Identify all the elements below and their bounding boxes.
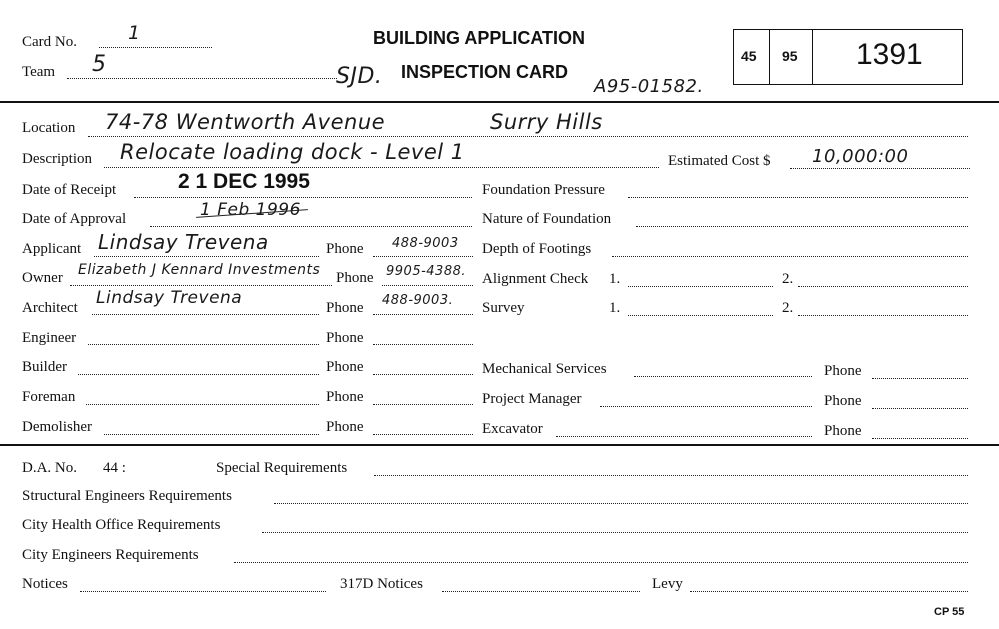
- notices-317d-label: 317D Notices: [340, 576, 423, 592]
- nature-foundation-label: Nature of Foundation: [482, 211, 612, 227]
- architect-value: Lindsay Trevena: [96, 288, 243, 308]
- date-approval-dotted-line: [150, 226, 472, 227]
- builder-phone-dotted-line: [373, 374, 473, 375]
- date-approval-label: Date of Approval: [22, 211, 127, 227]
- mechanical-phone-label: Phone: [824, 363, 862, 379]
- foreman-phone-label: Phone: [326, 389, 364, 405]
- location-value: 74-78 Wentworth Avenue: [105, 110, 386, 134]
- section-divider: [0, 444, 999, 446]
- foreman-phone-dotted-line: [373, 404, 473, 405]
- applicant-phone-value: 488-9003: [392, 236, 459, 251]
- title-inspection-card: INSPECTION CARD: [401, 62, 569, 82]
- application-reference: A95-01582.: [594, 76, 704, 97]
- team-value: 5: [92, 52, 107, 77]
- date-receipt-dotted-line: [134, 197, 472, 198]
- excavator-label: Excavator: [482, 421, 543, 437]
- levy-label: Levy: [652, 576, 683, 592]
- project-manager-dotted-line: [600, 406, 812, 407]
- card-no-label: Card No.: [22, 34, 77, 50]
- applicant-dotted-line: [94, 256, 319, 257]
- notices-label: Notices: [22, 576, 68, 592]
- special-requirements-label: Special Requirements: [216, 460, 348, 476]
- box-cell-45: 45: [741, 48, 757, 64]
- survey-2-dotted-line: [798, 315, 968, 316]
- alignment-check-2-dotted-line: [798, 286, 968, 287]
- engineer-label: Engineer: [22, 330, 77, 346]
- box-cell-95: 95: [782, 48, 798, 64]
- depth-footings-dotted-line: [612, 256, 968, 257]
- owner-value: Elizabeth J Kennard Investments: [78, 262, 321, 278]
- survey-num-2: 2.: [782, 300, 794, 316]
- structural-engineers-dotted-line: [274, 503, 968, 504]
- city-engineers-label: City Engineers Requirements: [22, 547, 199, 563]
- date-receipt-stamp: 2 1 DEC 1995: [178, 170, 310, 193]
- architect-phone-value: 488-9003.: [382, 293, 454, 308]
- architect-label: Architect: [22, 300, 78, 316]
- owner-label: Owner: [22, 270, 63, 286]
- demolisher-dotted-line: [104, 434, 319, 435]
- city-health-dotted-line: [262, 532, 968, 533]
- estimated-cost-value: 10,000:00: [812, 146, 909, 167]
- alignment-check-1-dotted-line: [628, 286, 773, 287]
- foundation-pressure-label: Foundation Pressure: [482, 182, 605, 198]
- applicant-label: Applicant: [22, 241, 82, 257]
- mechanical-services-dotted-line: [634, 376, 812, 377]
- description-value: Relocate loading dock - Level 1: [120, 140, 465, 164]
- nature-foundation-dotted-line: [636, 226, 968, 227]
- builder-phone-label: Phone: [326, 359, 364, 375]
- inspector-initials: SJD.: [336, 64, 383, 89]
- card-no-value: 1: [128, 22, 141, 44]
- foundation-pressure-dotted-line: [628, 197, 968, 198]
- project-manager-label: Project Manager: [482, 391, 582, 407]
- owner-phone-dotted-line: [382, 285, 473, 286]
- architect-phone-label: Phone: [326, 300, 364, 316]
- excavator-phone-label: Phone: [824, 423, 862, 439]
- alignment-check-label: Alignment Check: [482, 271, 589, 287]
- estimated-cost-dotted-line: [790, 168, 970, 169]
- notices-dotted-line: [80, 591, 326, 592]
- description-dotted-line: [104, 167, 659, 168]
- foreman-label: Foreman: [22, 389, 76, 405]
- owner-phone-label: Phone: [336, 270, 374, 286]
- engineer-phone-label: Phone: [326, 330, 364, 346]
- builder-dotted-line: [78, 374, 319, 375]
- special-requirements-dotted-line: [374, 475, 968, 476]
- da-no-value: 44 :: [103, 460, 126, 476]
- city-engineers-dotted-line: [234, 562, 968, 563]
- mechanical-phone-dotted-line: [872, 378, 968, 379]
- da-no-label: D.A. No.: [22, 460, 77, 476]
- card-no-dotted-line: [99, 47, 212, 48]
- owner-dotted-line: [70, 285, 332, 286]
- survey-num-1: 1.: [609, 300, 621, 316]
- depth-footings-label: Depth of Footings: [482, 241, 592, 257]
- date-receipt-label: Date of Receipt: [22, 182, 117, 198]
- excavator-dotted-line: [556, 436, 812, 437]
- notices-317d-dotted-line: [442, 591, 640, 592]
- demolisher-phone-dotted-line: [373, 434, 473, 435]
- survey-1-dotted-line: [628, 315, 773, 316]
- team-label: Team: [22, 64, 56, 80]
- demolisher-label: Demolisher: [22, 419, 92, 435]
- architect-dotted-line: [92, 314, 319, 315]
- architect-phone-dotted-line: [373, 314, 473, 315]
- demolisher-phone-label: Phone: [326, 419, 364, 435]
- engineer-dotted-line: [88, 344, 319, 345]
- engineer-phone-dotted-line: [373, 344, 473, 345]
- mechanical-services-label: Mechanical Services: [482, 361, 607, 377]
- box-card-number: 1391: [856, 38, 923, 71]
- applicant-phone-dotted-line: [373, 256, 473, 257]
- survey-label: Survey: [482, 300, 525, 316]
- levy-dotted-line: [690, 591, 968, 592]
- city-health-label: City Health Office Requirements: [22, 517, 221, 533]
- location-label: Location: [22, 120, 76, 136]
- applicant-value: Lindsay Trevena: [98, 230, 269, 254]
- team-dotted-line: [67, 78, 337, 79]
- structural-engineers-label: Structural Engineers Requirements: [22, 488, 232, 504]
- builder-label: Builder: [22, 359, 67, 375]
- location-suburb: Surry Hills: [490, 110, 603, 134]
- alignment-check-num-2: 2.: [782, 271, 794, 287]
- project-manager-phone-label: Phone: [824, 393, 862, 409]
- alignment-check-num-1: 1.: [609, 271, 621, 287]
- card-number-box: [733, 29, 963, 85]
- header-divider: [0, 101, 999, 103]
- form-code: CP 55: [934, 606, 965, 618]
- excavator-phone-dotted-line: [872, 438, 968, 439]
- description-label: Description: [22, 151, 92, 167]
- estimated-cost-label: Estimated Cost $: [668, 153, 771, 169]
- project-manager-phone-dotted-line: [872, 408, 968, 409]
- applicant-phone-label: Phone: [326, 241, 364, 257]
- date-approval-value: 1 Feb 1996: [200, 200, 301, 220]
- owner-phone-value: 9905-4388.: [386, 264, 466, 279]
- foreman-dotted-line: [86, 404, 319, 405]
- location-dotted-line: [88, 136, 968, 137]
- title-building-application: BUILDING APPLICATION: [373, 28, 585, 48]
